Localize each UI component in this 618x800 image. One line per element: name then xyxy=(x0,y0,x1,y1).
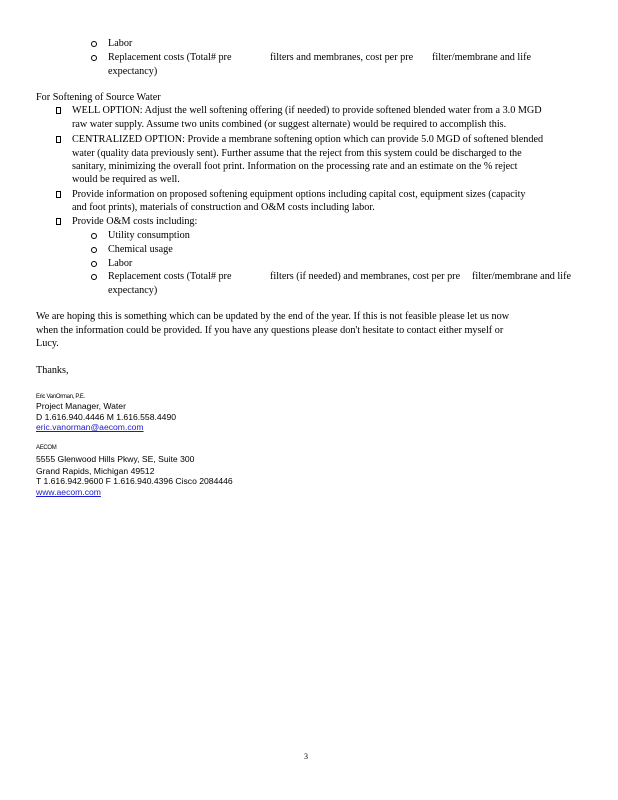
signature-company: AECOM xyxy=(36,445,57,451)
circle-bullet-icon xyxy=(91,247,97,253)
list-item-replacement: Replacement costs (Total# pre xyxy=(108,52,232,63)
closing-thanks: Thanks, xyxy=(36,365,69,376)
list-item-labor: Labor xyxy=(108,38,133,49)
square-bullet-icon xyxy=(56,191,61,198)
central-option-text: CENTRALIZED OPTION: Provide a membrane softening option which can provide 5.0 MGD of softened blended xyxy=(72,134,544,145)
square-bullet-icon xyxy=(56,107,61,114)
sub-item-replacement-cont: filters (if needed) and membranes, cost per pre xyxy=(270,271,461,282)
closing-paragraph-3: Lucy. xyxy=(36,338,59,349)
central-option-text-3: sanitary, minimizing the overall foot print. Information on the processing rate and an estimate on the % reject xyxy=(72,161,518,172)
central-option-text-4: would be required as well. xyxy=(72,174,180,185)
section-heading: For Softening of Source Water xyxy=(36,92,161,103)
list-item-replacement-end: expectancy) xyxy=(108,66,158,77)
list-item-replacement-cont2: filter/membrane and life xyxy=(432,52,531,63)
circle-bullet-icon xyxy=(91,274,97,280)
central-option-text-2: water (quality data previously sent). Further assume that the reject from this system could be discharged to the xyxy=(72,148,522,159)
sub-item-replacement: Replacement costs (Total# pre xyxy=(108,271,232,282)
circle-bullet-icon xyxy=(91,233,97,239)
sub-item-labor: Labor xyxy=(108,258,133,269)
list-item-replacement-cont: filters and membranes, cost per pre xyxy=(270,52,414,63)
om-costs-text: Provide O&M costs including: xyxy=(72,216,198,227)
square-bullet-icon xyxy=(56,218,61,225)
sub-item-utility: Utility consumption xyxy=(108,230,190,241)
signature-email-link[interactable]: eric.vanorman@aecom.com xyxy=(36,422,144,432)
signature-contact: T 1.616.942.9600 F 1.616.940.4396 Cisco 2084446 xyxy=(36,476,233,486)
info-text-cont: and foot prints), materials of construction and O&M costs including labor. xyxy=(72,202,375,213)
circle-bullet-icon xyxy=(91,261,97,267)
closing-paragraph-2: when the information could be provided. If you have any questions please don't hesitate to contact either myself or xyxy=(36,325,504,336)
sub-item-chemical: Chemical usage xyxy=(108,244,173,255)
signature-website-link[interactable]: www.aecom.com xyxy=(36,487,101,497)
sub-item-replacement-end: expectancy) xyxy=(108,285,158,296)
sub-item-replacement-cont2: filter/membrane and life xyxy=(472,271,571,282)
closing-paragraph: We are hoping this is something which can be updated by the end of the year. If this is not feasible please let us now xyxy=(36,311,510,322)
circle-bullet-icon xyxy=(91,41,97,47)
signature-title: Project Manager, Water xyxy=(36,401,126,411)
well-option-text: WELL OPTION: Adjust the well softening offering (if needed) to provide softened blended water from a 3.0 MGD xyxy=(72,105,542,116)
signature-address-2: Grand Rapids, Michigan 49512 xyxy=(36,466,155,476)
signature-address-1: 5555 Glenwood Hills Pkwy, SE, Suite 300 xyxy=(36,454,195,464)
page-number: 3 xyxy=(304,752,308,761)
well-option-text-cont: raw water supply. Assume two units combined (or suggest alternate) would be required to accomplish this. xyxy=(72,119,507,130)
square-bullet-icon xyxy=(56,136,61,143)
info-text: Provide information on proposed softening equipment options including capital cost, equipment sizes (capacity xyxy=(72,189,526,200)
signature-name: Eric VanOrman, P.E. xyxy=(36,394,85,400)
signature-phones: D 1.616.940.4446 M 1.616.558.4490 xyxy=(36,412,177,422)
circle-bullet-icon xyxy=(91,55,97,61)
